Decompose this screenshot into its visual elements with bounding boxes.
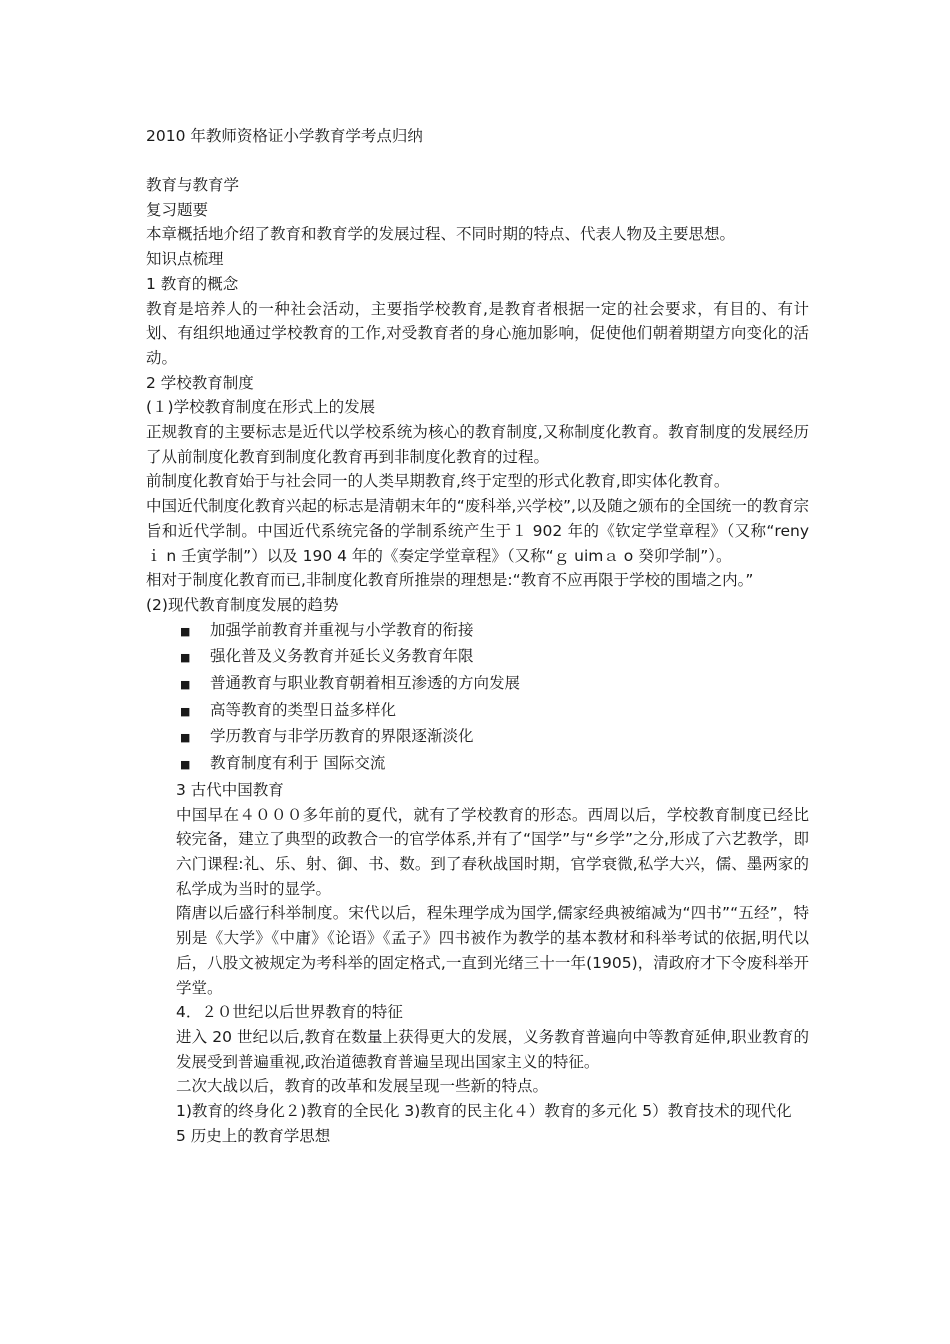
chapter-summary: 本章概括地介绍了教育和教育学的发展过程、不同时期的特点、代表人物及主要思想。: [146, 225, 736, 244]
section-label-knowledge: 知识点梳理: [146, 250, 224, 269]
heading-history-pedagogy: 5 历史上的教育学思想: [176, 1126, 331, 1145]
document-body: [146, 173, 809, 1148]
list-item-text: 高等教育的类型日益多样化: [210, 700, 397, 719]
bullet-square-icon: ■: [180, 678, 191, 692]
list-item: [180, 751, 809, 778]
list-item-text: 学历教育与非学历教育的界限逐渐淡化: [210, 727, 474, 746]
list-item: [180, 618, 809, 645]
list-item: [180, 644, 809, 671]
subheading-modern-trends: (2)现代教育制度发展的趋势: [146, 595, 339, 614]
bullet-square-icon: ■: [180, 731, 191, 745]
paragraph-postwar: 二次大战以后，教育的改革和发展呈现一些新的特点。: [176, 1077, 549, 1096]
paragraph-postwar-features: 1)教育的终身化２)教育的全民化 3)教育的民主化４）教育的多元化 5）教育技术的现代化: [176, 1102, 792, 1121]
list-item: [180, 698, 809, 725]
paragraph-20th-century: 进入 20 世纪以后,教育在数量上获得更大的发展，义务教育普遍向中等教育延伸,职业教育的发展受到普遍重视,政治道德教育普遍呈现出国家主义的特征。: [176, 1027, 809, 1071]
section-label-review: 复习题要: [146, 200, 209, 219]
paragraph-formal-education: 正规教育的主要标志是近代以学校系统为核心的教育制度,又称制度化教育。教育制度的发展经历了从前制度化教育到制度化教育再到非制度化教育的过程。: [146, 423, 809, 466]
list-item-text: 普通教育与职业教育朝着相互渗透的方向发展: [210, 674, 521, 693]
bullet-square-icon: ■: [180, 758, 191, 772]
list-item: [180, 724, 809, 751]
subheading-form-development: (１)学校教育制度在形式上的发展: [146, 398, 376, 417]
list-item-text: 加强学前教育并重视与小学教育的衔接: [210, 620, 474, 639]
document-title: 2010 年教师资格证小学教育学考点归纳: [146, 127, 423, 145]
heading-school-system: 2 学校教育制度: [146, 373, 254, 392]
paragraph-non-institutional: 相对于制度化教育而已,非制度化教育所推崇的理想是:“教育不应再限于学校的围墙之内。”: [146, 571, 754, 590]
paragraph-ancient-china: 中国早在４０００多年前的夏代，就有了学校教育的形态。西周以后，学校教育制度已经比较完备，建立了典型的政教合一的官学体系,并有了“国学”与“乡学”之分,形成了六艺教学，即六门课程:礼、乐、射、御、书、数。到了春秋战国时期，官学衰微,私学大兴，儒、墨两家的私学成为当时的显学。: [176, 805, 809, 898]
heading-20th-century: 4．２０世纪以后世界教育的特征: [176, 1003, 403, 1022]
paragraph-pre-institutional: 前制度化教育始于与社会同一的人类早期教育,终于定型的形式化教育,即实体化教育。: [146, 472, 730, 491]
paragraph-china-modern-system: 中国近代制度化教育兴起的标志是清朝末年的“废科举,兴学校”,以及随之颁布的全国统一的教育宗旨和近代学制。中国近代系统完备的学制系统产生于１ 902 年的《钦定学堂章程》（又称“reny ｉ n 壬寅学制”）以及 190 4 年的《奏定学堂章程》（又称“ｇ uimａ o 癸卯学制”）。: [146, 497, 809, 565]
list-item-text: 强化普及义务教育并延长义务教育年限: [210, 647, 474, 666]
bullet-square-icon: ■: [180, 704, 191, 718]
chapter-heading: 教育与教育学: [146, 176, 240, 194]
list-item-text: 教育制度有利于 国际交流: [210, 754, 386, 773]
list-item: [180, 671, 809, 698]
trend-list: [146, 618, 809, 778]
bullet-square-icon: ■: [180, 624, 191, 638]
heading-education-concept: 1 教育的概念: [146, 274, 239, 293]
indented-section: [146, 778, 809, 1149]
paragraph-education-definition: 教育是培养人的一种社会活动，主要指学校教育,是教育者根据一定的社会要求，有目的、有计划、有组织地通过学校教育的工作,对受教育者的身心施加影响，促使他们朝着期望方向变化的活动。: [146, 299, 809, 367]
bullet-square-icon: ■: [180, 651, 191, 665]
paragraph-keju: 隋唐以后盛行科举制度。宋代以后，程朱理学成为国学,儒家经典被缩减为“四书”“五经”，特别是《大学》《中庸》《论语》《孟子》四书被作为教学的基本教材和科举考试的依据,明代以后，八股文被规定为考科举的固定格式,一直到光绪三十一年(1905)，清政府才下令废科举开学堂。: [176, 904, 809, 997]
heading-ancient-china: 3 古代中国教育: [176, 780, 284, 799]
